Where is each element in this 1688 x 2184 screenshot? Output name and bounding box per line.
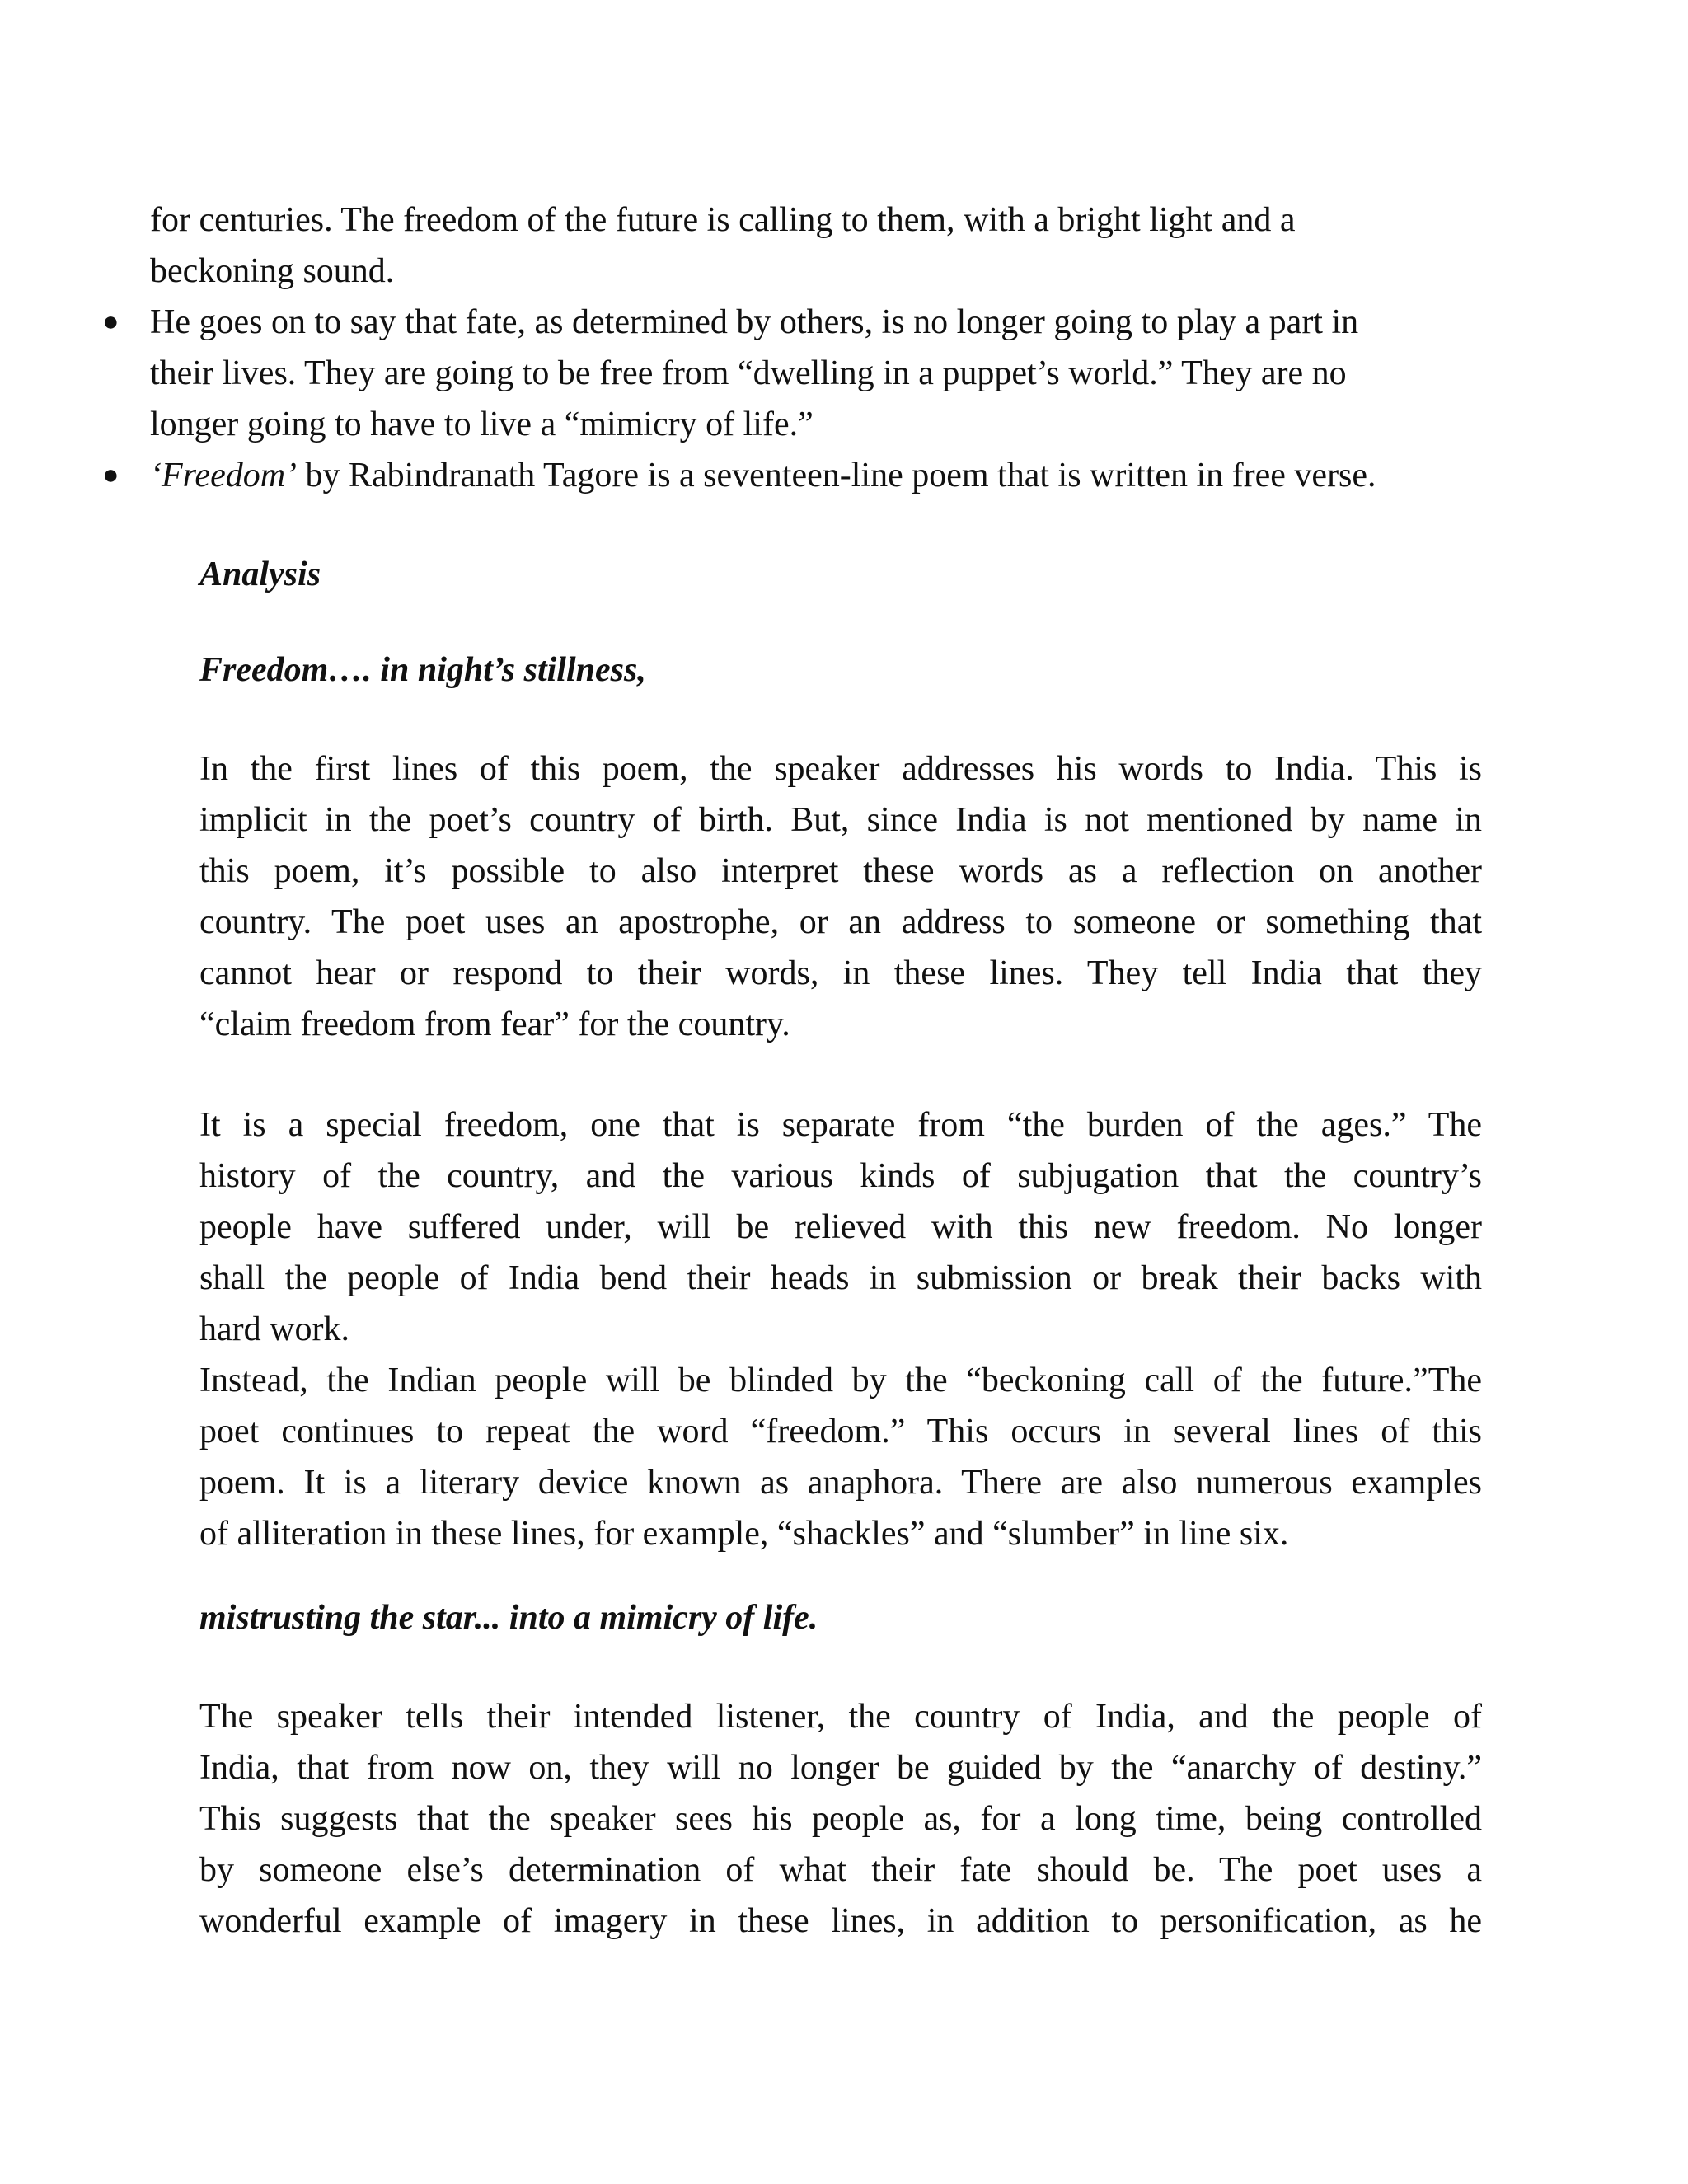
paragraph-line: cannot hear or respond to their words, in these lines. They tell India that they bbox=[199, 954, 1482, 992]
paragraph-line: The speaker tells their intended listener, the country of India, and the people of bbox=[199, 1698, 1482, 1736]
paragraph-line: poem. It is a literary device known as anaphora. There are also numerous examples bbox=[199, 1464, 1482, 1502]
bullet-line: their lives. They are going to be free from “dwelling in a puppet’s world.” They are no bbox=[150, 354, 1347, 392]
paragraph-line: implicit in the poet’s country of birth. But, since India is not mentioned by name in bbox=[199, 801, 1482, 839]
bullet-line: He goes on to say that fate, as determined by others, is no longer going to play a part in bbox=[150, 303, 1359, 341]
paragraph-line: by someone else’s determination of what their fate should be. The poet uses a bbox=[199, 1851, 1482, 1889]
bullet-icon: ● bbox=[102, 307, 120, 337]
paragraph-line: India, that from now on, they will no longer be guided by the “anarchy of destiny.” bbox=[199, 1749, 1482, 1787]
section-heading: mistrusting the star... into a mimicry of life. bbox=[199, 1599, 818, 1637]
analysis-heading: Analysis bbox=[199, 555, 321, 593]
paragraph-line: In the first lines of this poem, the speaker addresses his words to India. This is bbox=[199, 750, 1482, 788]
paragraph-line: country. The poet uses an apostrophe, or an address to someone or something that bbox=[199, 903, 1482, 941]
paragraph bbox=[199, 1355, 1482, 1559]
paragraph-line: This suggests that the speaker sees his people as, for a long time, being controlled bbox=[199, 1800, 1482, 1838]
paragraph-line: people have suffered under, will be relieved with this new freedom. No longer bbox=[199, 1208, 1482, 1246]
paragraph-line: It is a special freedom, one that is separate from “the burden of the ages.” The bbox=[199, 1106, 1482, 1144]
intro-continuation-line: beckoning sound. bbox=[150, 252, 395, 290]
intro-continuation-line: for centuries. The freedom of the future is calling to them, with a bright light and a bbox=[150, 201, 1296, 239]
paragraph bbox=[199, 1099, 1482, 1355]
paragraph-line: wonderful example of imagery in these lines, in addition to personification, as he bbox=[199, 1902, 1482, 1940]
bullet-text: by Rabindranath Tagore is a seventeen-line poem that is written in free verse. bbox=[297, 457, 1376, 494]
paragraph bbox=[199, 1691, 1482, 1947]
bullet-line: longer going to have to live a “mimicry of life.” bbox=[150, 405, 814, 443]
poem-title: ‘Freedom’ bbox=[150, 457, 298, 494]
paragraph-line: shall the people of India bend their heads in submission or break their backs with bbox=[199, 1259, 1482, 1297]
bullet-icon: ● bbox=[102, 460, 120, 490]
paragraph-line: Instead, the Indian people will be blinded by the “beckoning call of the future.”The bbox=[199, 1361, 1482, 1399]
paragraph-line: this poem, it’s possible to also interpret these words as a reflection on another bbox=[199, 852, 1482, 890]
paragraph-line: of alliteration in these lines, for example, “shackles” and “slumber” in line six. bbox=[199, 1515, 1289, 1553]
bullet-line bbox=[150, 450, 1376, 501]
paragraph-line: “claim freedom from fear” for the country. bbox=[199, 1005, 790, 1043]
section-heading: Freedom…. in night’s stillness, bbox=[199, 651, 646, 689]
paragraph-line: poet continues to repeat the word “freedom.” This occurs in several lines of this bbox=[199, 1413, 1482, 1451]
paragraph-line: hard work. bbox=[199, 1310, 349, 1348]
paragraph bbox=[199, 743, 1482, 1050]
paragraph-line: history of the country, and the various kinds of subjugation that the country’s bbox=[199, 1157, 1482, 1195]
